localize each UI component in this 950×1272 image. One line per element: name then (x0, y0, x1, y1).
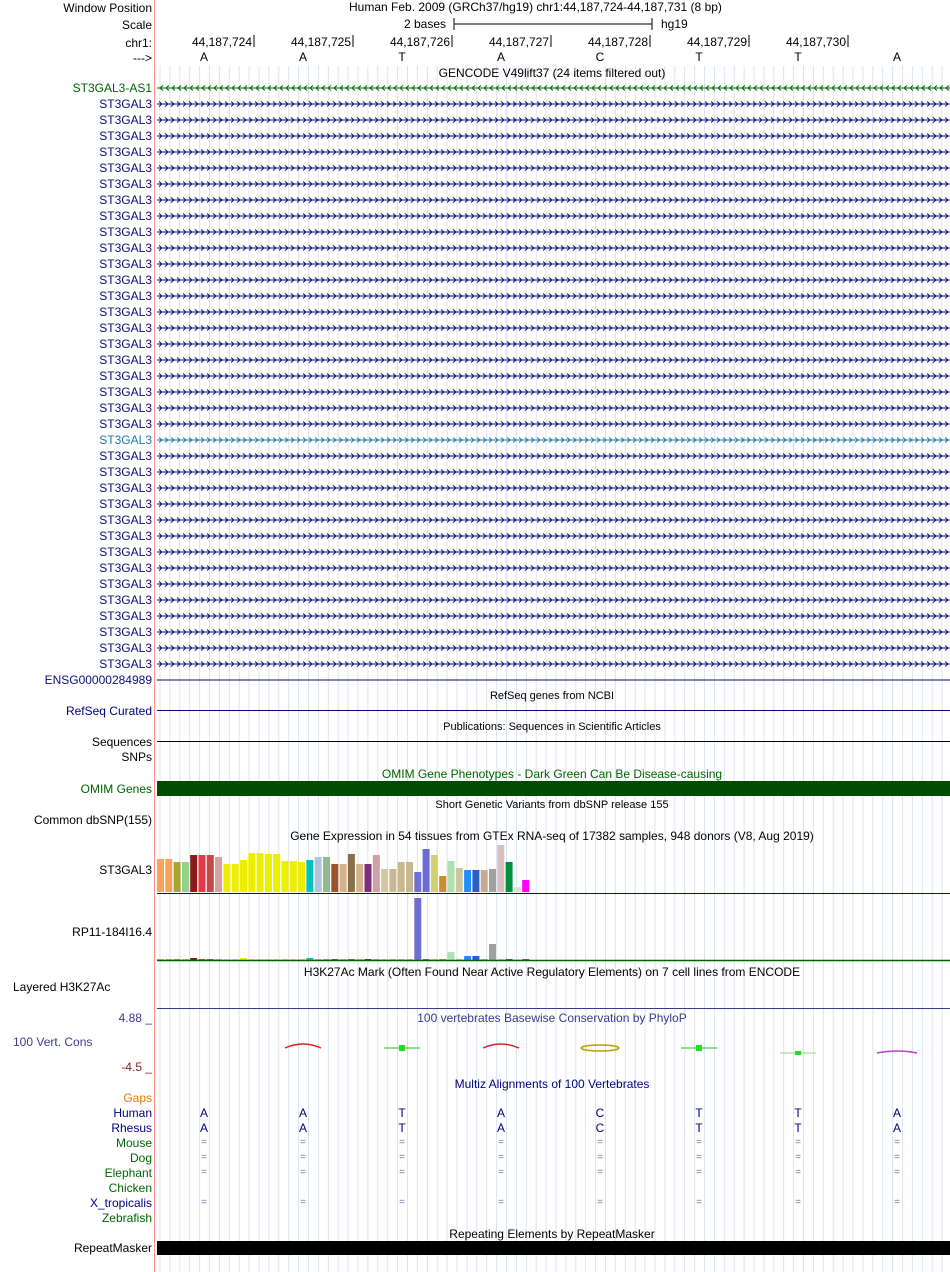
alignment-base: T (398, 1106, 406, 1120)
alignment-base: = (201, 1137, 207, 1148)
transcript-line (157, 102, 950, 107)
alignment-base: = (894, 1167, 900, 1178)
gencode-transcript-label[interactable]: ST3GAL3 (99, 593, 152, 607)
transcript-line (157, 134, 950, 139)
transcript-line (157, 614, 950, 619)
gtex-bar (306, 958, 313, 960)
coordinate-tick-label: 44,187,730 (785, 35, 846, 49)
gtex-bar (190, 958, 197, 960)
h3k27ac-title[interactable]: H3K27Ac Mark (Often Found Near Active Regulatory Elements) on 7 cell lines from ENCODE (303, 965, 801, 979)
transcript-line (157, 566, 950, 571)
gtex-bar (265, 854, 272, 892)
gencode-transcript-label[interactable]: ST3GAL3 (99, 145, 152, 159)
transcript-line (157, 150, 950, 155)
gencode-transcript-label[interactable]: ST3GAL3 (99, 529, 152, 543)
gtex-bar (165, 859, 172, 892)
alignment-base: A (496, 1121, 506, 1135)
gtex-bar (365, 864, 372, 892)
transcript-line (157, 470, 950, 475)
species-label[interactable]: X_tropicalis (89, 1196, 152, 1210)
gencode-transcript-label[interactable]: ST3GAL3 (99, 129, 152, 143)
conservation-title[interactable]: 100 vertebrates Basewise Conservation by PhyloP (417, 1011, 687, 1025)
alignment-base: = (498, 1167, 504, 1178)
gtex-bar (356, 864, 363, 892)
gencode-transcript-label[interactable]: ST3GAL3 (99, 625, 152, 639)
phylop-mark (877, 1051, 917, 1053)
alignment-base: = (894, 1152, 900, 1163)
gencode-transcript-label[interactable]: ST3GAL3 (99, 209, 152, 223)
gencode-transcript-label[interactable]: ST3GAL3 (99, 177, 152, 191)
phylop-mark (581, 1045, 619, 1051)
transcript-line (157, 294, 950, 299)
gencode-transcript-label[interactable]: ST3GAL3 (99, 113, 152, 127)
transcript-line (157, 438, 950, 443)
transcript-line (157, 262, 950, 267)
gencode-ensg-label[interactable]: ENSG00000284989 (44, 673, 152, 687)
gtex-bar (431, 855, 438, 892)
transcript-line (157, 422, 950, 427)
base-letter: T (794, 50, 802, 64)
alignment-base: = (399, 1137, 405, 1148)
gtex-bar (315, 857, 322, 892)
gencode-transcript-label[interactable]: ST3GAL3 (99, 161, 152, 175)
coordinate-tick-label: 44,187,725 (290, 35, 351, 49)
alignment-base: = (597, 1197, 603, 1208)
gencode-transcript-label[interactable]: ST3GAL3 (99, 353, 152, 367)
refseq-label[interactable]: RefSeq Curated (65, 704, 152, 718)
gtex-bar (182, 862, 189, 892)
gtex-bar (348, 854, 355, 892)
alignment-base: = (696, 1137, 702, 1148)
gtex-bar (257, 853, 264, 892)
omim-bar (157, 781, 950, 796)
gtex-bar (215, 857, 222, 892)
gencode-transcript-label[interactable]: ST3GAL3 (99, 497, 152, 511)
base-letter: A (496, 50, 506, 64)
alignment-base: = (399, 1152, 405, 1163)
alignment-base: A (892, 1106, 902, 1120)
gtex-bar (240, 958, 247, 960)
gtex-bar (423, 849, 430, 892)
gtex-bar (190, 855, 197, 892)
transcript-line (157, 630, 950, 635)
repeatmasker-label[interactable]: RepeatMasker (73, 1241, 152, 1255)
alignment-base: = (696, 1197, 702, 1208)
gtex-bar (223, 864, 230, 892)
gtex-bar (464, 956, 471, 960)
alignment-base: = (597, 1167, 603, 1178)
gtex-bar (248, 853, 255, 892)
transcript-line (157, 390, 950, 395)
phylop-mark (483, 1044, 519, 1048)
alignment-base: = (498, 1152, 504, 1163)
transcript-line (157, 198, 950, 203)
transcript-line (157, 86, 950, 91)
alignment-base: = (498, 1137, 504, 1148)
gtex-bar (331, 864, 338, 892)
strand-label: ---> (133, 51, 152, 65)
species-label[interactable]: Mouse (115, 1136, 152, 1150)
gencode-transcript-label[interactable]: ST3GAL3 (99, 97, 152, 111)
phylop-mark (696, 1045, 702, 1051)
snps-label[interactable]: SNPs (121, 750, 152, 764)
gencode-transcript-label[interactable]: ST3GAL3 (99, 449, 152, 463)
phylop-mark (795, 1051, 801, 1055)
gtex-bar (506, 862, 513, 892)
gencode-transcript-label[interactable]: ST3GAL3 (99, 337, 152, 351)
transcript-line (157, 598, 950, 603)
gtex-bar (464, 870, 471, 892)
gencode-transcript-label[interactable]: ST3GAL3 (99, 657, 152, 671)
alignment-base: = (795, 1167, 801, 1178)
gtex-bar (282, 861, 289, 892)
coordinate-tick-label: 44,187,724 (191, 35, 252, 49)
base-letter: A (199, 50, 209, 64)
gencode-transcript-label[interactable]: ST3GAL3 (99, 193, 152, 207)
species-label[interactable]: Dog (129, 1151, 152, 1165)
alignment-base: = (795, 1152, 801, 1163)
gtex-bar (448, 952, 455, 960)
transcript-line (157, 374, 950, 379)
species-label[interactable]: Chicken (108, 1181, 152, 1195)
base-letter: A (892, 50, 902, 64)
gtex-bar (373, 855, 380, 892)
gtex-bar (240, 860, 247, 892)
gtex-bar (199, 855, 206, 892)
coordinate-tick-label: 44,187,729 (686, 35, 747, 49)
dbsnp-label[interactable]: Common dbSNP(155) (33, 813, 152, 827)
species-label[interactable]: Elephant (104, 1166, 152, 1180)
alignment-base: = (696, 1167, 702, 1178)
gtex-bar (489, 944, 496, 960)
alignment-base: = (300, 1197, 306, 1208)
gtex-bar (298, 862, 305, 892)
transcript-line (157, 182, 950, 187)
gencode-transcript-label[interactable]: ST3GAL3 (99, 433, 152, 447)
gtex-bar (340, 864, 347, 892)
publications-title[interactable]: Publications: Sequences in Scientific Articles (443, 721, 661, 733)
gencode-title[interactable]: GENCODE V49lift37 (24 items filtered out) (438, 66, 666, 80)
dbsnp-title[interactable]: Short Genetic Variants from dbSNP release 155 (435, 799, 669, 811)
gtex-gene-label-2[interactable]: RP11-184I16.4 (72, 925, 152, 939)
gtex-bar (273, 854, 280, 892)
gtex-bar (472, 870, 479, 892)
scale-assembly: hg19 (661, 17, 688, 31)
alignment-base: A (892, 1121, 902, 1135)
transcript-line (157, 214, 950, 219)
alignment-base: = (795, 1137, 801, 1148)
base-letter: A (298, 50, 308, 64)
species-label[interactable]: Human (113, 1106, 152, 1120)
window-position-value: Human Feb. 2009 (GRCh37/hg19) chr1:44,187,724-44,187,731 (8 bp) (349, 0, 722, 14)
gencode-transcript-label[interactable]: ST3GAL3 (99, 241, 152, 255)
alignment-base: = (201, 1152, 207, 1163)
gencode-transcript-label[interactable]: ST3GAL3 (99, 481, 152, 495)
gencode-transcript-label[interactable]: ST3GAL3 (99, 225, 152, 239)
omim-label[interactable]: OMIM Genes (80, 782, 152, 796)
alignment-base: T (398, 1121, 406, 1135)
transcript-line (157, 406, 950, 411)
transcript-line (157, 326, 950, 331)
phylop-mark (285, 1044, 321, 1048)
conservation-max-label: 4.88 _ (118, 1011, 152, 1025)
alignment-base: = (597, 1137, 603, 1148)
alignment-base: A (298, 1106, 308, 1120)
alignment-base: = (795, 1197, 801, 1208)
window-position-label: Window Position (63, 1, 152, 15)
gtex-bar (157, 859, 164, 892)
gtex-bar (448, 861, 455, 892)
gtex-bar (306, 860, 313, 892)
transcript-line (157, 486, 950, 491)
gtex-gene-label-1[interactable]: ST3GAL3 (99, 863, 152, 877)
transcript-line (157, 118, 950, 123)
coordinate-tick-label: 44,187,726 (389, 35, 450, 49)
alignment-base: = (300, 1167, 306, 1178)
transcript-line (157, 230, 950, 235)
transcript-line (157, 662, 950, 667)
alignment-base: A (496, 1106, 506, 1120)
gaps-label[interactable]: Gaps (123, 1091, 152, 1105)
transcript-line (157, 358, 950, 363)
transcript-line (157, 278, 950, 283)
refseq-title[interactable]: RefSeq genes from NCBI (489, 690, 615, 702)
gtex-bar (414, 872, 421, 892)
alignment-base: = (399, 1197, 405, 1208)
transcript-line (157, 454, 950, 459)
transcript-line (157, 246, 950, 251)
gencode-transcript-label[interactable]: ST3GAL3 (99, 513, 152, 527)
repeatmasker-title[interactable]: Repeating Elements by RepeatMasker (449, 1227, 655, 1241)
gtex-bar (439, 876, 446, 892)
multiz-title[interactable]: Multiz Alignments of 100 Vertebrates (454, 1077, 650, 1091)
transcript-line (157, 518, 950, 523)
gencode-transcript-label[interactable]: ST3GAL3 (99, 401, 152, 415)
gencode-transcript-label[interactable]: ST3GAL3 (99, 289, 152, 303)
gtex-bar (323, 857, 330, 892)
gtex-bar (514, 887, 521, 892)
alignment-base: = (498, 1197, 504, 1208)
gencode-transcript-label[interactable]: ST3GAL3 (99, 321, 152, 335)
gtex-bar (381, 869, 388, 892)
alignment-base: A (199, 1121, 209, 1135)
transcript-line (157, 550, 950, 555)
scale-label: Scale (121, 18, 152, 32)
gtex-bar (174, 862, 181, 892)
alignment-base: T (794, 1106, 802, 1120)
gtex-bar (489, 869, 496, 892)
gencode-transcript-label[interactable]: ST3GAL3 (99, 305, 152, 319)
gencode-transcript-label[interactable]: ST3GAL3 (99, 561, 152, 575)
phylop-mark (399, 1045, 405, 1051)
gtex-bar (389, 869, 396, 892)
gencode-transcript-label[interactable]: ST3GAL3 (99, 465, 152, 479)
alignment-base: = (894, 1137, 900, 1148)
h3k27ac-label[interactable]: Layered H3K27Ac (13, 980, 111, 994)
alignment-base: A (298, 1121, 308, 1135)
gencode-transcript-label[interactable]: ST3GAL3 (99, 369, 152, 383)
gencode-transcript-label[interactable]: ST3GAL3 (99, 273, 152, 287)
gencode-antisense-label[interactable]: ST3GAL3-AS1 (72, 81, 152, 95)
gencode-transcript-label[interactable]: ST3GAL3 (99, 417, 152, 431)
gtex-bar (522, 880, 529, 892)
transcript-line (157, 582, 950, 587)
gencode-transcript-label[interactable]: ST3GAL3 (99, 641, 152, 655)
transcript-line (157, 166, 950, 171)
chrom-label: chr1: (125, 36, 152, 50)
alignment-base: C (595, 1106, 605, 1120)
conservation-label[interactable]: 100 Vert. Cons (13, 1035, 93, 1049)
alignment-base: T (794, 1121, 802, 1135)
gtex-bar (456, 868, 463, 892)
alignment-base: = (300, 1137, 306, 1148)
base-letter: T (695, 50, 703, 64)
omim-title[interactable]: OMIM Gene Phenotypes - Dark Green Can Be Disease-causing (381, 767, 723, 781)
publications-label[interactable]: Sequences (91, 735, 152, 749)
repeatmasker-bar (157, 1241, 950, 1255)
alignment-base: = (300, 1152, 306, 1163)
gtex-bar (232, 864, 239, 892)
species-label[interactable]: Zebrafish (101, 1211, 152, 1225)
gencode-transcript-label[interactable]: ST3GAL3 (99, 609, 152, 623)
alignment-base: T (695, 1121, 703, 1135)
gencode-transcript-label[interactable]: ST3GAL3 (99, 545, 152, 559)
base-letter: C (595, 50, 605, 64)
coordinate-tick-label: 44,187,728 (587, 35, 648, 49)
alignment-base: = (696, 1152, 702, 1163)
alignment-base: = (201, 1167, 207, 1178)
coordinate-tick-label: 44,187,727 (488, 35, 549, 49)
alignment-base: = (597, 1152, 603, 1163)
transcript-line (157, 310, 950, 315)
conservation-min-label: -4.5 _ (121, 1060, 152, 1074)
alignment-base: = (399, 1167, 405, 1178)
base-letter: T (398, 50, 406, 64)
alignment-base: T (695, 1106, 703, 1120)
alignment-base: = (894, 1197, 900, 1208)
transcript-line (157, 646, 950, 651)
gtex-bar (472, 956, 479, 960)
alignment-base: = (201, 1197, 207, 1208)
species-label[interactable]: Rhesus (111, 1121, 152, 1135)
gtex-bar (406, 862, 413, 892)
gtex-title[interactable]: Gene Expression in 54 tissues from GTEx RNA-seq of 17382 samples, 948 donors (V8, Aug 2019) (290, 829, 814, 843)
gencode-transcript-label[interactable]: ST3GAL3 (99, 257, 152, 271)
gtex-bar (414, 898, 421, 960)
gencode-transcript-label[interactable]: ST3GAL3 (99, 385, 152, 399)
gtex-bar (207, 855, 214, 892)
transcript-line (157, 534, 950, 539)
gtex-bar (497, 845, 504, 892)
alignment-base: A (199, 1106, 209, 1120)
gencode-transcript-label[interactable]: ST3GAL3 (99, 577, 152, 591)
alignment-base: C (595, 1121, 605, 1135)
transcript-line (157, 502, 950, 507)
gtex-bar (290, 861, 297, 892)
transcript-line (157, 342, 950, 347)
scale-bar-label: 2 bases (404, 17, 447, 31)
gtex-bar (398, 862, 405, 892)
gtex-bar (481, 870, 488, 892)
